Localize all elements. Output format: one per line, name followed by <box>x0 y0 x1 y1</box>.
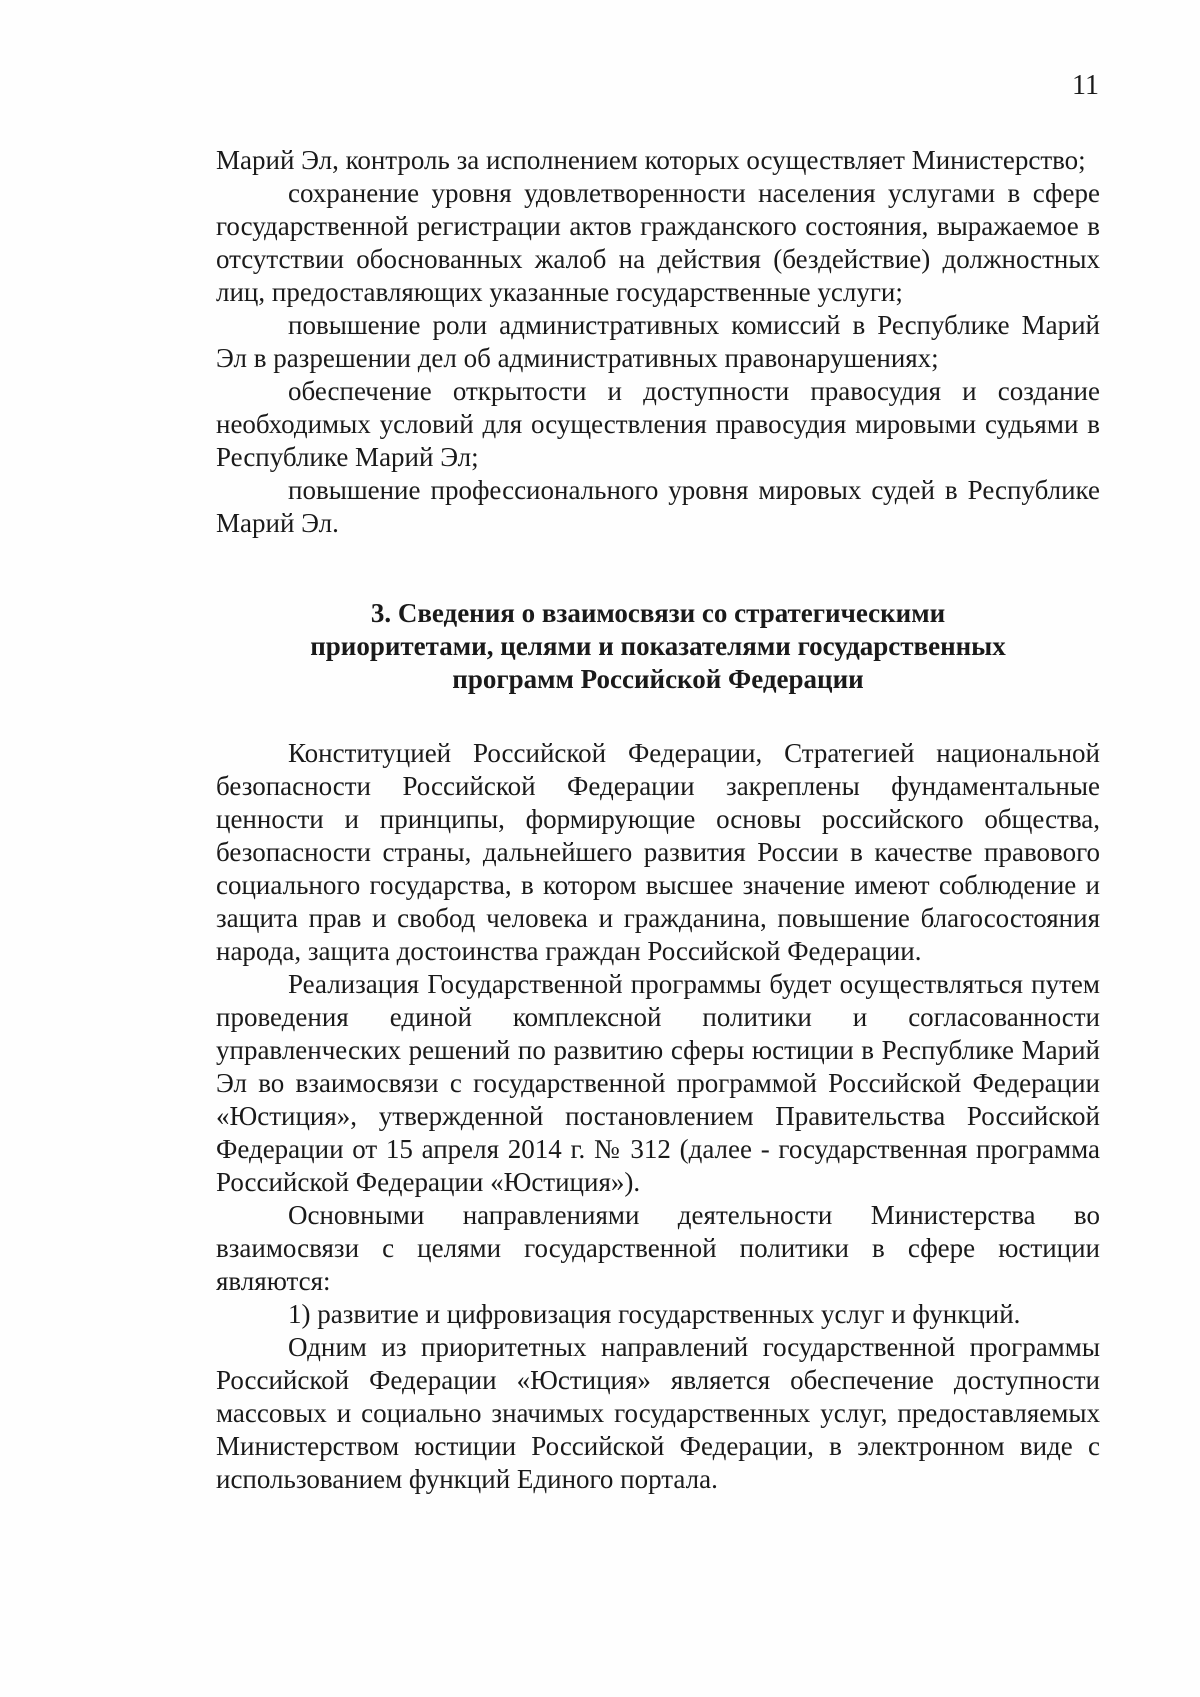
section-body <box>216 737 1100 1496</box>
page-number: 11 <box>1072 70 1099 101</box>
paragraph: Реализация Государственной программы будет осуществляться путем проведения единой комплексной политики и согласованности управленческих решений по развитию сферы юстиции в Республике Марий Эл во взаимосвязи с государственной программой Российской Федерации «Юстиция», утвержденной постановлением Правительства Российской Федерации от 15 апреля 2014 г. № 312 (далее - государственная программа Российской Федерации «Юстиция»). <box>216 969 1100 1197</box>
paragraph: Одним из приоритетных направлений государственной программы Российской Федерации «Юстиция» является обеспечение доступности массовых и социально значимых государственных услуг, предоставляемых Министерством юстиции Российской Федерации, в электронном виде с использованием функций Единого портала. <box>216 1332 1100 1494</box>
paragraph: Марий Эл, контроль за исполнением которых осуществляет Министерство; <box>216 145 1086 175</box>
paragraph: 1) развитие и цифровизация государственных услуг и функций. <box>288 1299 1021 1329</box>
section-heading-line: программ Российской Федерации <box>452 664 864 694</box>
document-body <box>216 144 1100 1496</box>
paragraph: Конституцией Российской Федерации, Стратегией национальной безопасности Российской Федерации закреплены фундаментальные ценности и принципы, формирующие основы российского общества, безопасности страны, дальнейшего развития России в качестве правового социального государства, в котором высшее значение имеют соблюдение и защита прав и свобод человека и гражданина, повышение благосостояния народа, защита достоинства граждан Российской Федерации. <box>216 738 1100 966</box>
paragraph: повышение роли административных комиссий в Республике Марий Эл в разрешении дел об административных правонарушениях; <box>216 310 1100 373</box>
section-heading <box>216 597 1100 696</box>
paragraph: Основными направлениями деятельности Министерства во взаимосвязи с целями государственной политики в сфере юстиции являются: <box>216 1200 1100 1296</box>
section-heading-line: приоритетами, целями и показателями государственных <box>310 631 1006 661</box>
section-heading-line: 3. Сведения о взаимосвязи со стратегическими <box>370 598 946 628</box>
paragraph: повышение профессионального уровня мировых судей в Республике Марий Эл. <box>216 475 1100 538</box>
paragraph: обеспечение открытости и доступности правосудия и создание необходимых условий для осуществления правосудия мировыми судьями в Республике Марий Эл; <box>216 376 1100 472</box>
paragraph: сохранение уровня удовлетворенности населения услугами в сфере государственной регистрации актов гражданского состояния, выражаемое в отсутствии обоснованных жалоб на действия (бездействие) должностных лиц, предоставляющих указанные государственные услуги; <box>216 178 1100 307</box>
